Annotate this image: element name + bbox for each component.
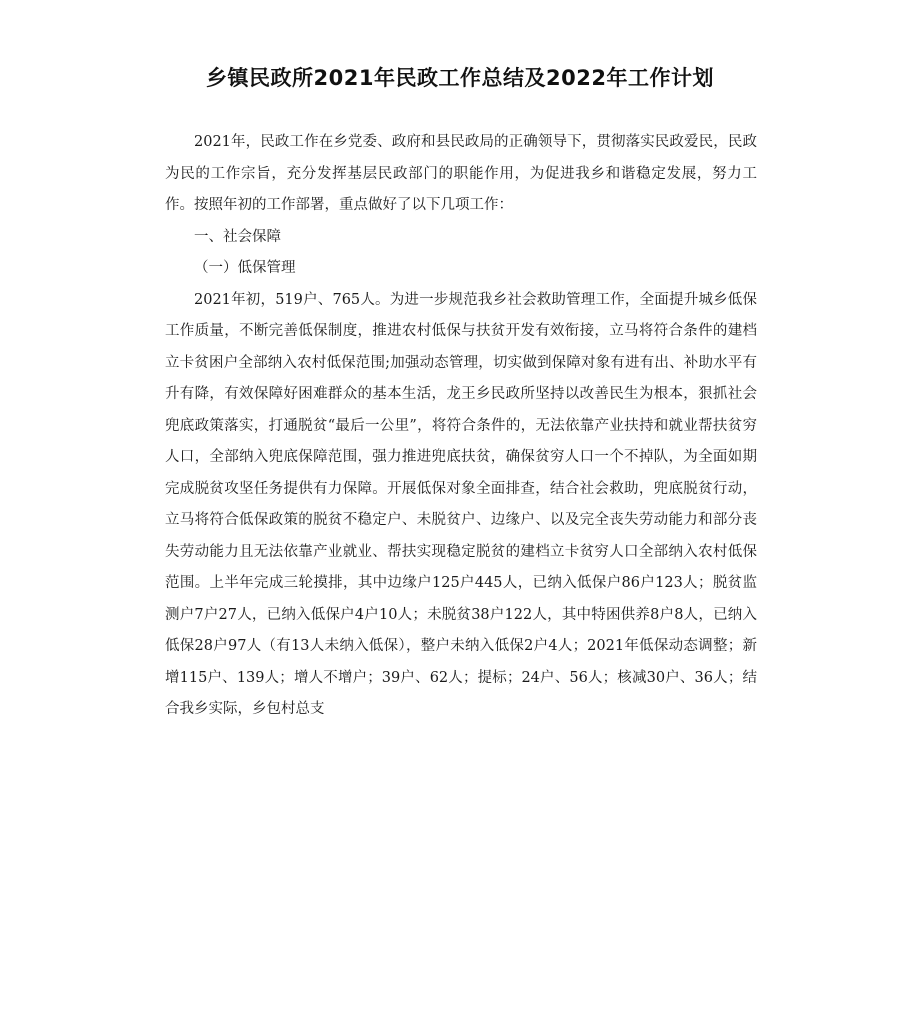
document-title: 乡镇民政所2021年民政工作总结及2022年工作计划 — [206, 66, 714, 90]
paragraph-dibao-details: 2021年初，519户、765人。为进一步规范我乡社会救助管理工作，全面提升城乡低保工作质量，不断完善低保制度，推进农村低保与扶贫开发有效衔接，立马将符合条件的建档立卡贫困户全部纳入农村低保范围;加强动态管理，切实做到保障对象有进有出、补助水平有升有降，有效保障好困难群众的基本生活，龙王乡民政所坚持以改善民生为根本，狠抓社会兜底政策落实，打通脱贫“最后一公里”，将符合条件的，无法依靠产业扶持和就业帮扶贫穷人口，全部纳入兜底保障范围，强力推进兜底扶贫，确保贫穷人口一个不掉队，为全面如期完成脱贫攻坚任务提供有力保障。开展低保对象全面排查，结合社会救助，兜底脱贫行动，立马将符合低保政策的脱贫不稳定户、未脱贫户、边缘户、以及完全丧失劳动能力和部分丧失劳动能力且无法依靠产业就业、帮扶实现稳定脱贫的建档立卡贫穷人口全部纳入农村低保范围。上半年完成三轮摸排，其中边缘户125户445人，已纳入低保户86户123人；脱贫监测户7户27人，已纳入低保户4户10人；未脱贫38户122人，其中特困供养8户8人，已纳入低保28户97人（有13人未纳入低保），整户未纳入低保2户4人；2021年低保动态调整；新增115户、139人；增人不增户；39户、62人；提标；24户、56人；核减30户、36人；结合我乡实际，乡包村总支 — [165, 291, 757, 717]
subsection-heading-dibao-management: （一）低保管理 — [194, 260, 296, 276]
section-heading-social-security: 一、社会保障 — [194, 228, 281, 245]
document-body — [165, 127, 757, 726]
paragraph-intro: 2021年，民政工作在乡党委、政府和县民政局的正确领导下，贯彻落实民政爱民，民政为民的工作宗旨，充分发挥基层民政部门的职能作用，为促进我乡和谐稳定发展，努力工作。按照年初的工作部署，重点做好了以下几项工作： — [165, 134, 757, 213]
